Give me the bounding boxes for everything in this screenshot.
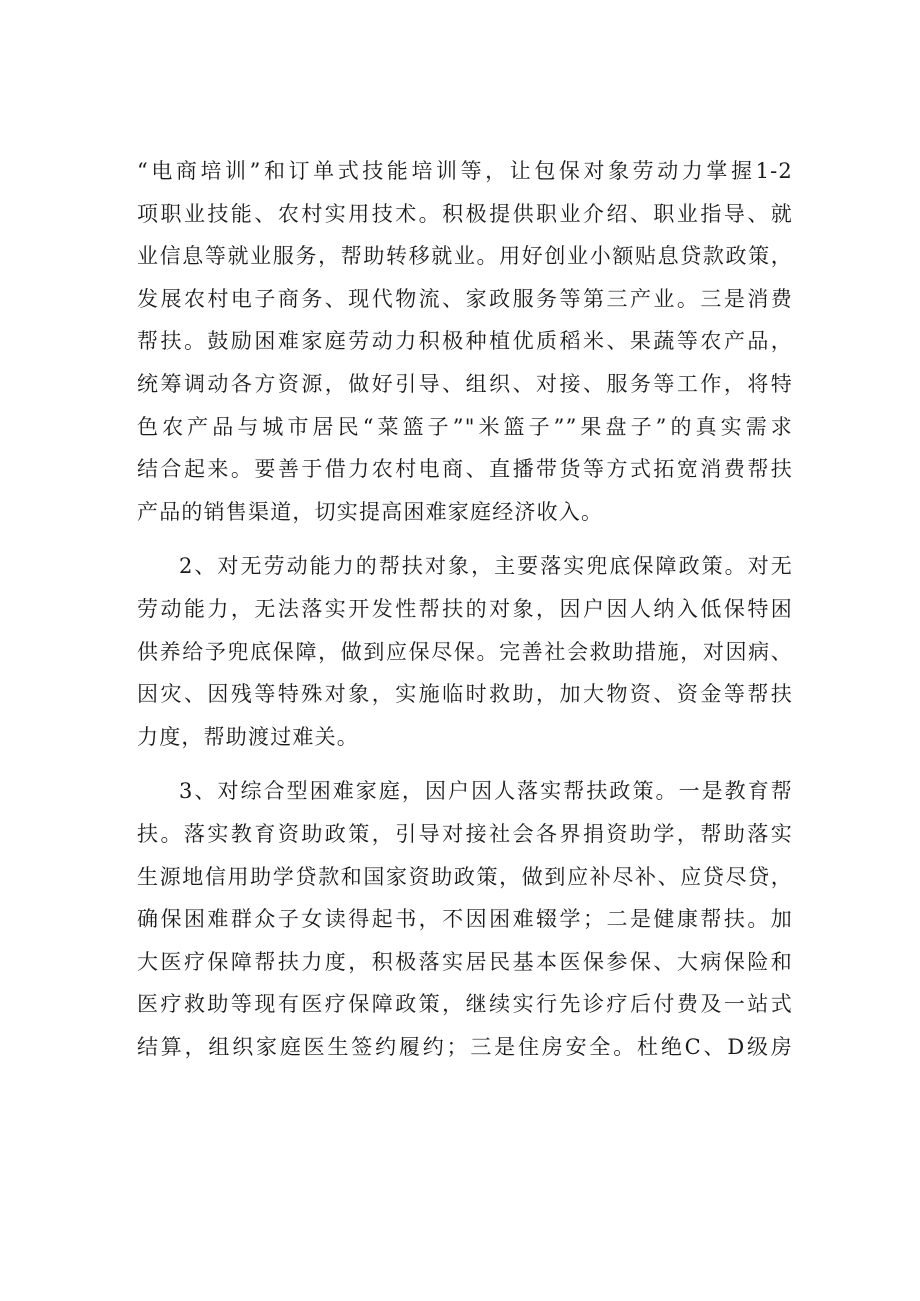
text-line: 业信息等就业服务，帮助转移就业。用好创业小额贴息贷款政策， bbox=[137, 244, 793, 269]
paragraph-gap bbox=[137, 533, 793, 545]
text-line: 因灾、因残等特殊对象，实施临时救助，加大物资、资金等帮扶 bbox=[137, 682, 793, 707]
text-line: 扶。落实教育资助政策，引导对接社会各界捐资助学，帮助落实 bbox=[137, 821, 793, 846]
text-line: 3、对综合型困难家庭，因户因人落实帮扶政策。一是教育帮 bbox=[179, 779, 793, 804]
text-line: 大医疗保障帮扶力度，积极落实居民基本医保参保、大病保险和 bbox=[137, 949, 793, 974]
text-line: 项职业技能、农村实用技术。积极提供职业介绍、职业指导、就 bbox=[137, 201, 793, 226]
text-line: 色农产品与城市居民“菜篮子”"米篮子””果盘子”的真实需求 bbox=[137, 414, 793, 439]
body-text bbox=[137, 150, 793, 1068]
text-line: 帮扶。鼓励困难家庭劳动力积极种植优质稻米、果蔬等农产品， bbox=[137, 329, 793, 354]
text-line: 确保困难群众子女读得起书，不因困难辍学；二是健康帮扶。加 bbox=[137, 907, 793, 932]
text-line: 结合起来。要善于借力农村电商、直播带货等方式拓宽消费帮扶 bbox=[137, 457, 793, 482]
text-line: 生源地信用助学贷款和国家资助政策，做到应补尽补、应贷尽贷， bbox=[137, 864, 793, 889]
paragraph-gap bbox=[137, 758, 793, 770]
text-line: 力度，帮助渡过难关。 bbox=[137, 724, 359, 749]
text-line: 产品的销售渠道，切实提高困难家庭经济收入。 bbox=[137, 499, 604, 524]
paragraph-1 bbox=[137, 150, 793, 533]
text-line: 统筹调动各方资源，做好引导、组织、对接、服务等工作，将特 bbox=[137, 371, 793, 396]
text-line: 发展农村电子商务、现代物流、家政服务等第三产业。三是消费 bbox=[137, 286, 793, 311]
text-line: 医疗救助等现有医疗保障政策，继续实行先诊疗后付费及一站式 bbox=[137, 992, 793, 1017]
text-line: 2、对无劳动能力的帮扶对象，主要落实兜底保障政策。对无 bbox=[179, 554, 793, 579]
text-line: 结算，组织家庭医生签约履约；三是住房安全。杜绝C、D级房 bbox=[137, 1034, 793, 1059]
text-line: 劳动能力，无法落实开发性帮扶的对象，因户因人纳入低保特困 bbox=[137, 596, 793, 621]
text-line: 供养给予兜底保障，做到应保尽保。完善社会救助措施，对因病、 bbox=[137, 639, 793, 664]
paragraph-2 bbox=[137, 545, 793, 758]
paragraph-3 bbox=[137, 770, 793, 1068]
text-line: “电商培训”和订单式技能培训等，让包保对象劳动力掌握1-2 bbox=[137, 159, 793, 183]
